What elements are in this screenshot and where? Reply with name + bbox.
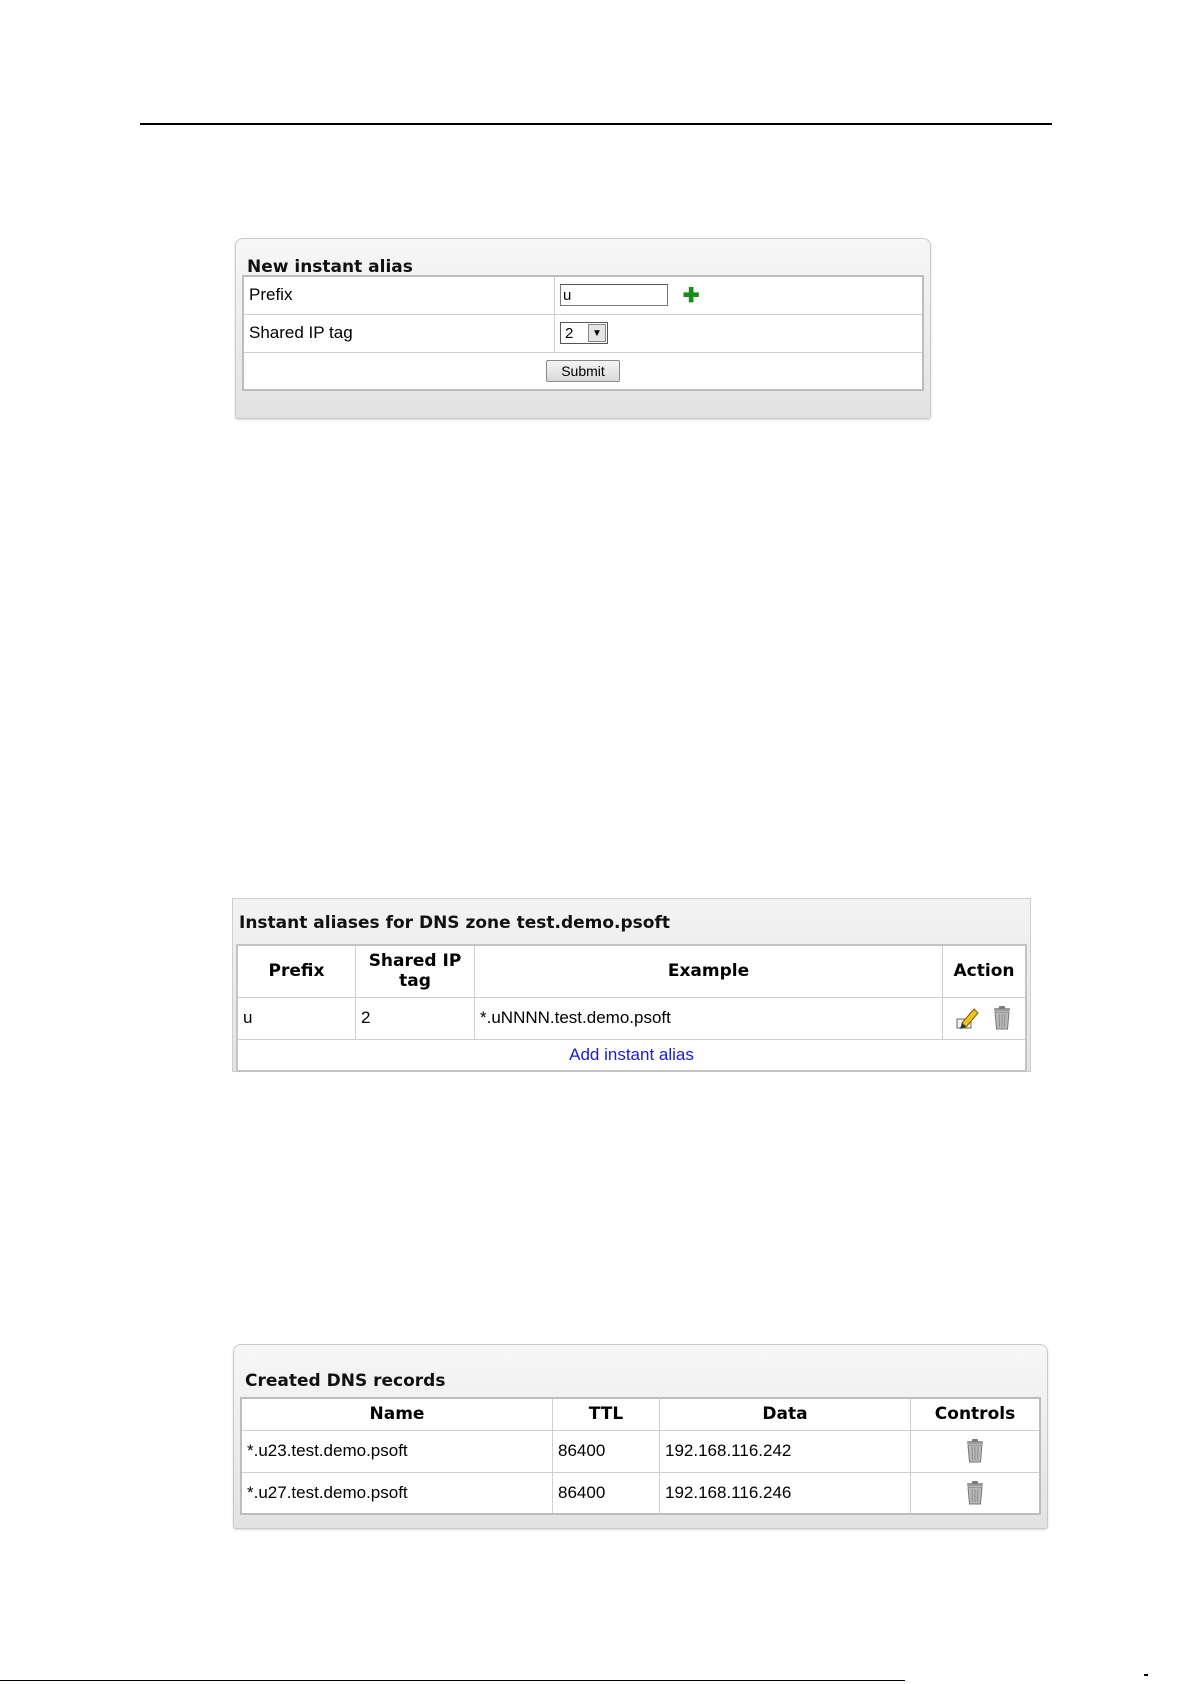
trash-icon[interactable] — [963, 1438, 987, 1464]
submit-cell — [243, 352, 923, 390]
prefix-label: Prefix — [243, 276, 555, 314]
new-alias-form-table — [242, 275, 924, 391]
aliases-table — [236, 944, 1027, 1072]
shared-ip-select-value: 2 — [565, 324, 574, 342]
table-header-row — [241, 1398, 1040, 1430]
shared-ip-select[interactable] — [560, 322, 608, 344]
table-row — [241, 1430, 1040, 1472]
trash-icon[interactable] — [990, 1005, 1014, 1031]
panel-title: Instant aliases for DNS zone test.demo.psoft — [239, 913, 670, 933]
page-mark — [1144, 1674, 1148, 1676]
add-instant-alias-link[interactable]: Add instant alias — [569, 1044, 694, 1064]
cell-name: *.u27.test.demo.psoft — [241, 1472, 553, 1514]
new-instant-alias-panel — [235, 238, 931, 419]
header-ttl: TTL — [553, 1398, 660, 1430]
table-row — [241, 1472, 1040, 1514]
created-dns-records-panel — [233, 1344, 1048, 1529]
instant-aliases-panel — [232, 898, 1031, 1072]
table-header-row — [237, 945, 1026, 997]
cell-shared-ip: 2 — [356, 997, 475, 1039]
cell-data: 192.168.116.242 — [660, 1430, 911, 1472]
header-name: Name — [241, 1398, 553, 1430]
edit-icon[interactable] — [954, 1005, 980, 1031]
header-prefix: Prefix — [237, 945, 356, 997]
table-row — [237, 997, 1026, 1039]
plus-icon[interactable]: ✚ — [682, 284, 700, 307]
cell-controls — [911, 1472, 1041, 1514]
prefix-input[interactable] — [560, 284, 668, 306]
header-example: Example — [475, 945, 943, 997]
cell-prefix: u — [237, 997, 356, 1039]
panel-title: Created DNS records — [245, 1371, 446, 1391]
bottom-rule — [0, 1680, 905, 1681]
chevron-down-icon[interactable]: ▼ — [588, 324, 606, 342]
add-cell — [237, 1039, 1026, 1071]
header-controls: Controls — [911, 1398, 1041, 1430]
cell-name: *.u23.test.demo.psoft — [241, 1430, 553, 1472]
submit-button[interactable]: Submit — [546, 360, 620, 382]
cell-ttl: 86400 — [553, 1472, 660, 1514]
cell-example: *.uNNNN.test.demo.psoft — [475, 997, 943, 1039]
shared-ip-cell — [555, 314, 924, 352]
shared-ip-label: Shared IP tag — [243, 314, 555, 352]
header-shared-ip: Shared IP tag — [356, 945, 475, 997]
header-data: Data — [660, 1398, 911, 1430]
panel-title: New instant alias — [247, 257, 413, 277]
cell-action — [943, 997, 1027, 1039]
cell-controls — [911, 1430, 1041, 1472]
trash-icon[interactable] — [963, 1480, 987, 1506]
dns-records-table — [240, 1397, 1041, 1515]
add-row — [237, 1039, 1026, 1071]
prefix-cell — [555, 276, 924, 314]
cell-data: 192.168.116.246 — [660, 1472, 911, 1514]
top-rule — [140, 123, 1052, 125]
header-action: Action — [943, 945, 1027, 997]
cell-ttl: 86400 — [553, 1430, 660, 1472]
